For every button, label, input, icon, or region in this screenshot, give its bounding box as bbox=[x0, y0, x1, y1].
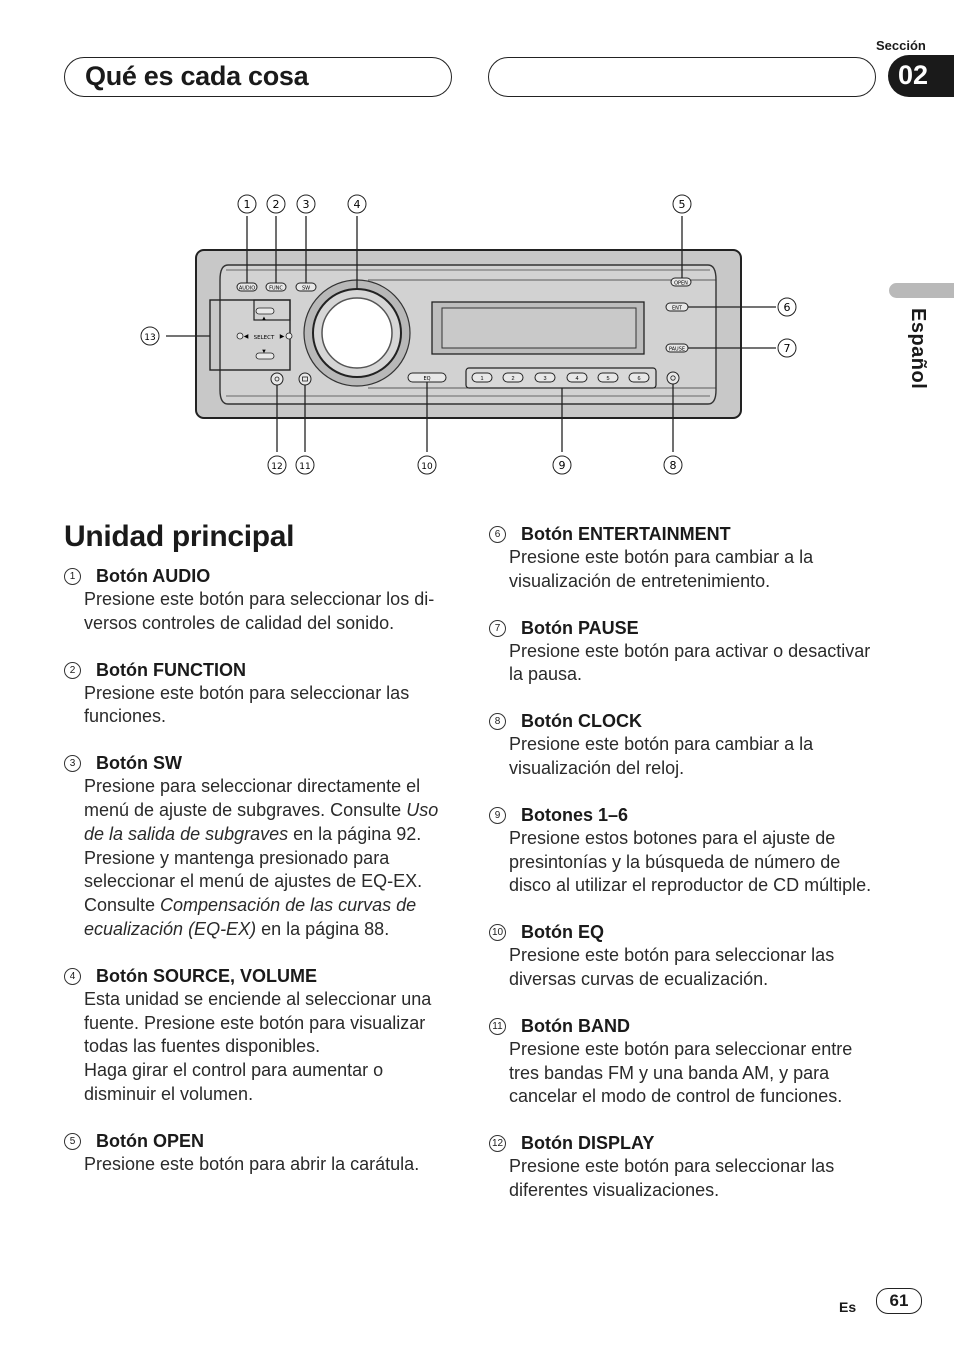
item-title: Botón BAND bbox=[521, 1015, 630, 1036]
item-title: Botones 1–6 bbox=[521, 804, 629, 825]
cross-reference: Compensación de las curvas de ecualización (EQ-EX) bbox=[84, 895, 417, 939]
item-source-volume bbox=[64, 965, 454, 1107]
header-empty-box bbox=[488, 57, 876, 97]
callout-6: 6 bbox=[783, 301, 791, 314]
item-text: Presione este botón para seleccionar las bbox=[84, 682, 410, 703]
svg-text:▼: ▼ bbox=[261, 349, 267, 355]
item-audio bbox=[64, 565, 454, 636]
item-text: versos controles de calidad del sonido. bbox=[84, 612, 395, 633]
section-number: 02 bbox=[898, 60, 929, 90]
section-label: Sección bbox=[876, 38, 926, 53]
item-display bbox=[489, 1132, 884, 1203]
callout-3: 3 bbox=[302, 198, 310, 211]
item-text: Esta unidad se enciende al seleccionar una fuente. Presione este botón para visualizar todas las fuentes disponibles. bbox=[84, 988, 432, 1057]
language-tab bbox=[889, 283, 954, 298]
open-button-label: OPEN bbox=[674, 280, 688, 287]
callout-11: 11 bbox=[299, 462, 311, 472]
preset-label-3: 3 bbox=[543, 376, 547, 382]
item-number: 10 bbox=[489, 924, 506, 941]
clock-button[interactable] bbox=[667, 372, 679, 384]
select-label: SELECT bbox=[253, 335, 275, 341]
item-number: 9 bbox=[489, 807, 506, 824]
item-presets bbox=[489, 804, 884, 898]
item-eq bbox=[489, 921, 884, 992]
svg-text:▶: ▶ bbox=[279, 334, 285, 340]
preset-label-1: 1 bbox=[480, 376, 484, 382]
item-text: Presione este botón para seleccionar entre tres bandas FM y una banda AM, y para cancelar el modo de control de funciones. bbox=[509, 1038, 853, 1107]
item-title: Botón EQ bbox=[521, 922, 604, 943]
select-left-button[interactable] bbox=[237, 333, 243, 339]
right-column bbox=[489, 523, 884, 1226]
item-title: Botón DISPLAY bbox=[521, 1133, 655, 1154]
item-number: 7 bbox=[489, 620, 506, 637]
item-pause bbox=[489, 617, 884, 688]
head-unit-figure bbox=[136, 190, 816, 490]
item-band bbox=[489, 1015, 884, 1109]
language-label: Español bbox=[907, 308, 929, 390]
item-function bbox=[64, 659, 454, 730]
item-title: Botón OPEN bbox=[96, 1130, 204, 1151]
item-title: Botón CLOCK bbox=[521, 711, 642, 732]
item-text: Presione este botón para seleccionar los di- bbox=[84, 589, 435, 609]
pause-button-label: PAUSE bbox=[668, 346, 686, 353]
item-text: Presione este botón para cambiar a la visualización de entretenimiento. bbox=[509, 547, 814, 591]
item-title: Botón SOURCE, VOLUME bbox=[96, 965, 317, 986]
eq-button-label: EQ bbox=[423, 376, 431, 382]
item-text: Presione para seleccionar directamente el menú de ajuste de subgraves. Consulte Uso de la salida de subgraves en la página 92. Presione y mantenga presionado para seleccionar el menú de ajustes de EQ-EX. Consulte Compensación de las curvas de ecualización (EQ-EX) en la página 88. bbox=[84, 776, 439, 939]
cross-reference: Uso de la salida de subgraves bbox=[84, 799, 439, 844]
item-text: Presione este botón para cambiar a la visualización del reloj. bbox=[509, 734, 814, 778]
preset-label-6: 6 bbox=[637, 376, 641, 382]
item-title: Botón PAUSE bbox=[521, 617, 639, 638]
display-button[interactable] bbox=[271, 373, 283, 385]
svg-text:▲: ▲ bbox=[261, 316, 267, 322]
item-sw bbox=[64, 752, 454, 942]
item-title: Botón AUDIO bbox=[96, 566, 211, 586]
item-number: 11 bbox=[489, 1018, 506, 1035]
section-heading: Unidad principal bbox=[64, 520, 295, 553]
item-text: funciones. bbox=[84, 706, 167, 727]
svg-text:◀: ◀ bbox=[243, 334, 249, 340]
item-clock bbox=[489, 710, 884, 781]
callout-1: 1 bbox=[243, 198, 251, 211]
callout-10: 10 bbox=[421, 462, 433, 472]
audio-button-label: AUDIO bbox=[238, 285, 256, 292]
page-number: 61 bbox=[876, 1288, 922, 1314]
band-button[interactable] bbox=[299, 373, 311, 385]
callout-8: 8 bbox=[669, 459, 677, 472]
item-number: 4 bbox=[64, 968, 81, 985]
sw-button-label: SW bbox=[301, 285, 311, 292]
callout-7: 7 bbox=[783, 342, 791, 355]
function-button-label: FUNC bbox=[269, 285, 283, 292]
item-text: Presione estos botones para el ajuste de presintonías y la búsqueda de número de disco al utilizar el reproductor de CD múltiple. bbox=[509, 827, 872, 896]
callout-9: 9 bbox=[558, 459, 566, 472]
chapter-title-box bbox=[64, 57, 452, 97]
callout-4: 4 bbox=[353, 198, 361, 211]
item-number: 2 bbox=[64, 662, 81, 679]
item-title: Botón FUNCTION bbox=[96, 659, 246, 680]
footer-language-code: Es bbox=[839, 1299, 857, 1315]
item-text: Presione este botón para seleccionar las diversas curvas de ecualización. bbox=[509, 945, 835, 989]
select-right-button[interactable] bbox=[286, 333, 292, 339]
chapter-title: Qué es cada cosa bbox=[85, 61, 309, 91]
item-number: 8 bbox=[489, 713, 506, 730]
preset-label-2: 2 bbox=[511, 376, 515, 382]
callout-5: 5 bbox=[678, 198, 686, 211]
item-text: Presione este botón para abrir la carátula. bbox=[84, 1153, 420, 1174]
item-title: Botón SW bbox=[96, 753, 182, 774]
callout-2: 2 bbox=[272, 198, 280, 211]
item-number: 6 bbox=[489, 526, 506, 543]
preset-label-4: 4 bbox=[575, 376, 579, 382]
preset-label-5: 5 bbox=[606, 376, 610, 382]
callout-13: 13 bbox=[144, 333, 156, 343]
section-badge bbox=[888, 55, 954, 97]
item-number: 1 bbox=[64, 568, 81, 585]
display-screen bbox=[442, 308, 636, 348]
callout-12: 12 bbox=[271, 462, 283, 472]
item-number: 3 bbox=[64, 755, 81, 772]
item-text: Presione este botón para seleccionar las diferentes visualizaciones. bbox=[509, 1156, 835, 1200]
item-number: 5 bbox=[64, 1133, 81, 1150]
item-number: 12 bbox=[489, 1135, 506, 1152]
item-open bbox=[64, 1130, 454, 1177]
item-text: Haga girar el control para aumentar o disminuir el volumen. bbox=[84, 1060, 384, 1104]
left-column bbox=[64, 565, 454, 1200]
item-title: Botón ENTERTAINMENT bbox=[521, 524, 731, 544]
item-entertainment bbox=[489, 523, 884, 594]
preset-buttons-group bbox=[466, 368, 656, 388]
item-text: Presione este botón para activar o desactivar la pausa. bbox=[509, 640, 871, 685]
entertainment-button-label: ENT bbox=[672, 305, 682, 312]
